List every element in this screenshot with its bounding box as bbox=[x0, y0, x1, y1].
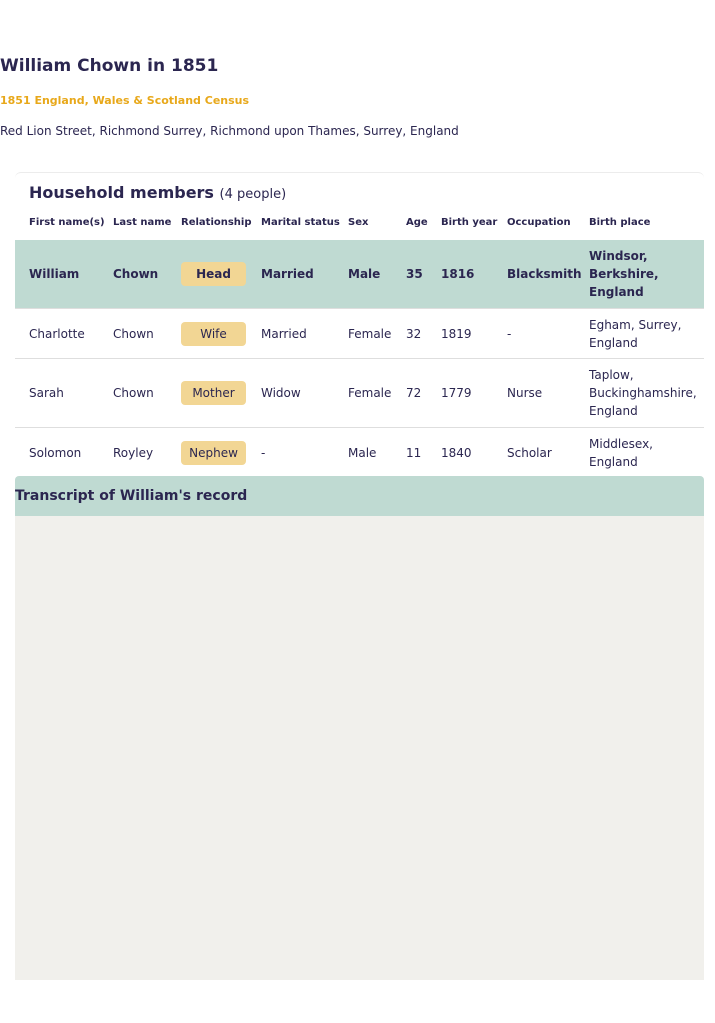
cell-birth-year: 1816 bbox=[441, 267, 475, 281]
cell-occupation: Scholar bbox=[507, 445, 552, 460]
cell-first-name: Sarah bbox=[29, 386, 64, 400]
column-header-occupation: Occupation bbox=[507, 217, 571, 228]
cell-birth-place: Egham, Surrey, England bbox=[589, 317, 682, 350]
household-members-card bbox=[15, 172, 704, 476]
cell-birth-place: Taplow, Buckinghamshire, England bbox=[589, 368, 697, 418]
cell-occupation: - bbox=[507, 326, 512, 341]
column-header-birth-year: Birth year bbox=[441, 217, 498, 228]
table-header bbox=[15, 217, 704, 239]
relationship-badge: Mother bbox=[181, 381, 246, 405]
column-header-age: Age bbox=[406, 217, 428, 228]
cell-first-name: Solomon bbox=[29, 445, 82, 460]
cell-birth-place: Middlesex, England bbox=[589, 436, 653, 469]
transcript-header bbox=[15, 476, 704, 516]
column-header-sex: Sex bbox=[348, 217, 369, 228]
cell-last-name: Chown bbox=[113, 326, 154, 341]
cell-birth-year: 1840 bbox=[441, 445, 472, 460]
column-header-first-name: First name(s) bbox=[29, 217, 105, 228]
column-header-last-name: Last name bbox=[113, 217, 172, 228]
cell-first-name: William bbox=[29, 267, 80, 281]
cell-marital-status: Married bbox=[261, 267, 314, 281]
cell-age: 35 bbox=[406, 267, 423, 281]
cell-occupation: Nurse bbox=[507, 386, 543, 400]
column-header-marital-status: Marital status bbox=[261, 217, 340, 228]
household-heading bbox=[29, 183, 286, 202]
table-row[interactable] bbox=[15, 359, 704, 428]
relationship-badge: Wife bbox=[181, 322, 246, 346]
cell-marital-status: Widow bbox=[261, 386, 301, 400]
cell-sex: Male bbox=[348, 267, 381, 281]
cell-sex: Female bbox=[348, 386, 392, 400]
cell-birth-place: Windsor, Berkshire, England bbox=[589, 249, 659, 299]
cell-occupation: Blacksmith bbox=[507, 267, 582, 281]
cell-birth-year: 1819 bbox=[441, 326, 472, 341]
cell-last-name: Royley bbox=[113, 445, 154, 460]
relationship-badge: Nephew bbox=[181, 441, 246, 465]
cell-sex: Male bbox=[348, 445, 377, 460]
cell-age: 11 bbox=[406, 445, 422, 460]
household-count: (4 people) bbox=[219, 187, 287, 202]
cell-last-name: Chown bbox=[113, 386, 154, 400]
cell-marital-status: - bbox=[261, 445, 266, 460]
cell-age: 32 bbox=[406, 326, 422, 341]
cell-age: 72 bbox=[406, 386, 422, 400]
census-address: Red Lion Street, Richmond Surrey, Richmond upon Thames, Surrey, England bbox=[0, 124, 459, 138]
transcript-title: Transcript of William's record bbox=[15, 488, 248, 504]
census-collection-name[interactable]: 1851 England, Wales & Scotland Census bbox=[0, 94, 250, 107]
cell-sex: Female bbox=[348, 326, 392, 341]
table-row[interactable] bbox=[15, 428, 704, 477]
page-title: William Chown in 1851 bbox=[0, 56, 219, 76]
cell-birth-year: 1779 bbox=[441, 386, 472, 400]
column-header-relationship: Relationship bbox=[181, 217, 252, 228]
cell-marital-status: Married bbox=[261, 326, 307, 341]
relationship-badge: Head bbox=[181, 262, 246, 286]
column-header-birth-place: Birth place bbox=[589, 217, 651, 228]
cell-first-name: Charlotte bbox=[29, 326, 85, 341]
transcript-panel bbox=[15, 516, 704, 980]
household-heading-label: Household members bbox=[29, 183, 214, 202]
table-row[interactable] bbox=[15, 309, 704, 359]
cell-last-name: Chown bbox=[113, 267, 159, 281]
table-row[interactable] bbox=[15, 240, 704, 309]
